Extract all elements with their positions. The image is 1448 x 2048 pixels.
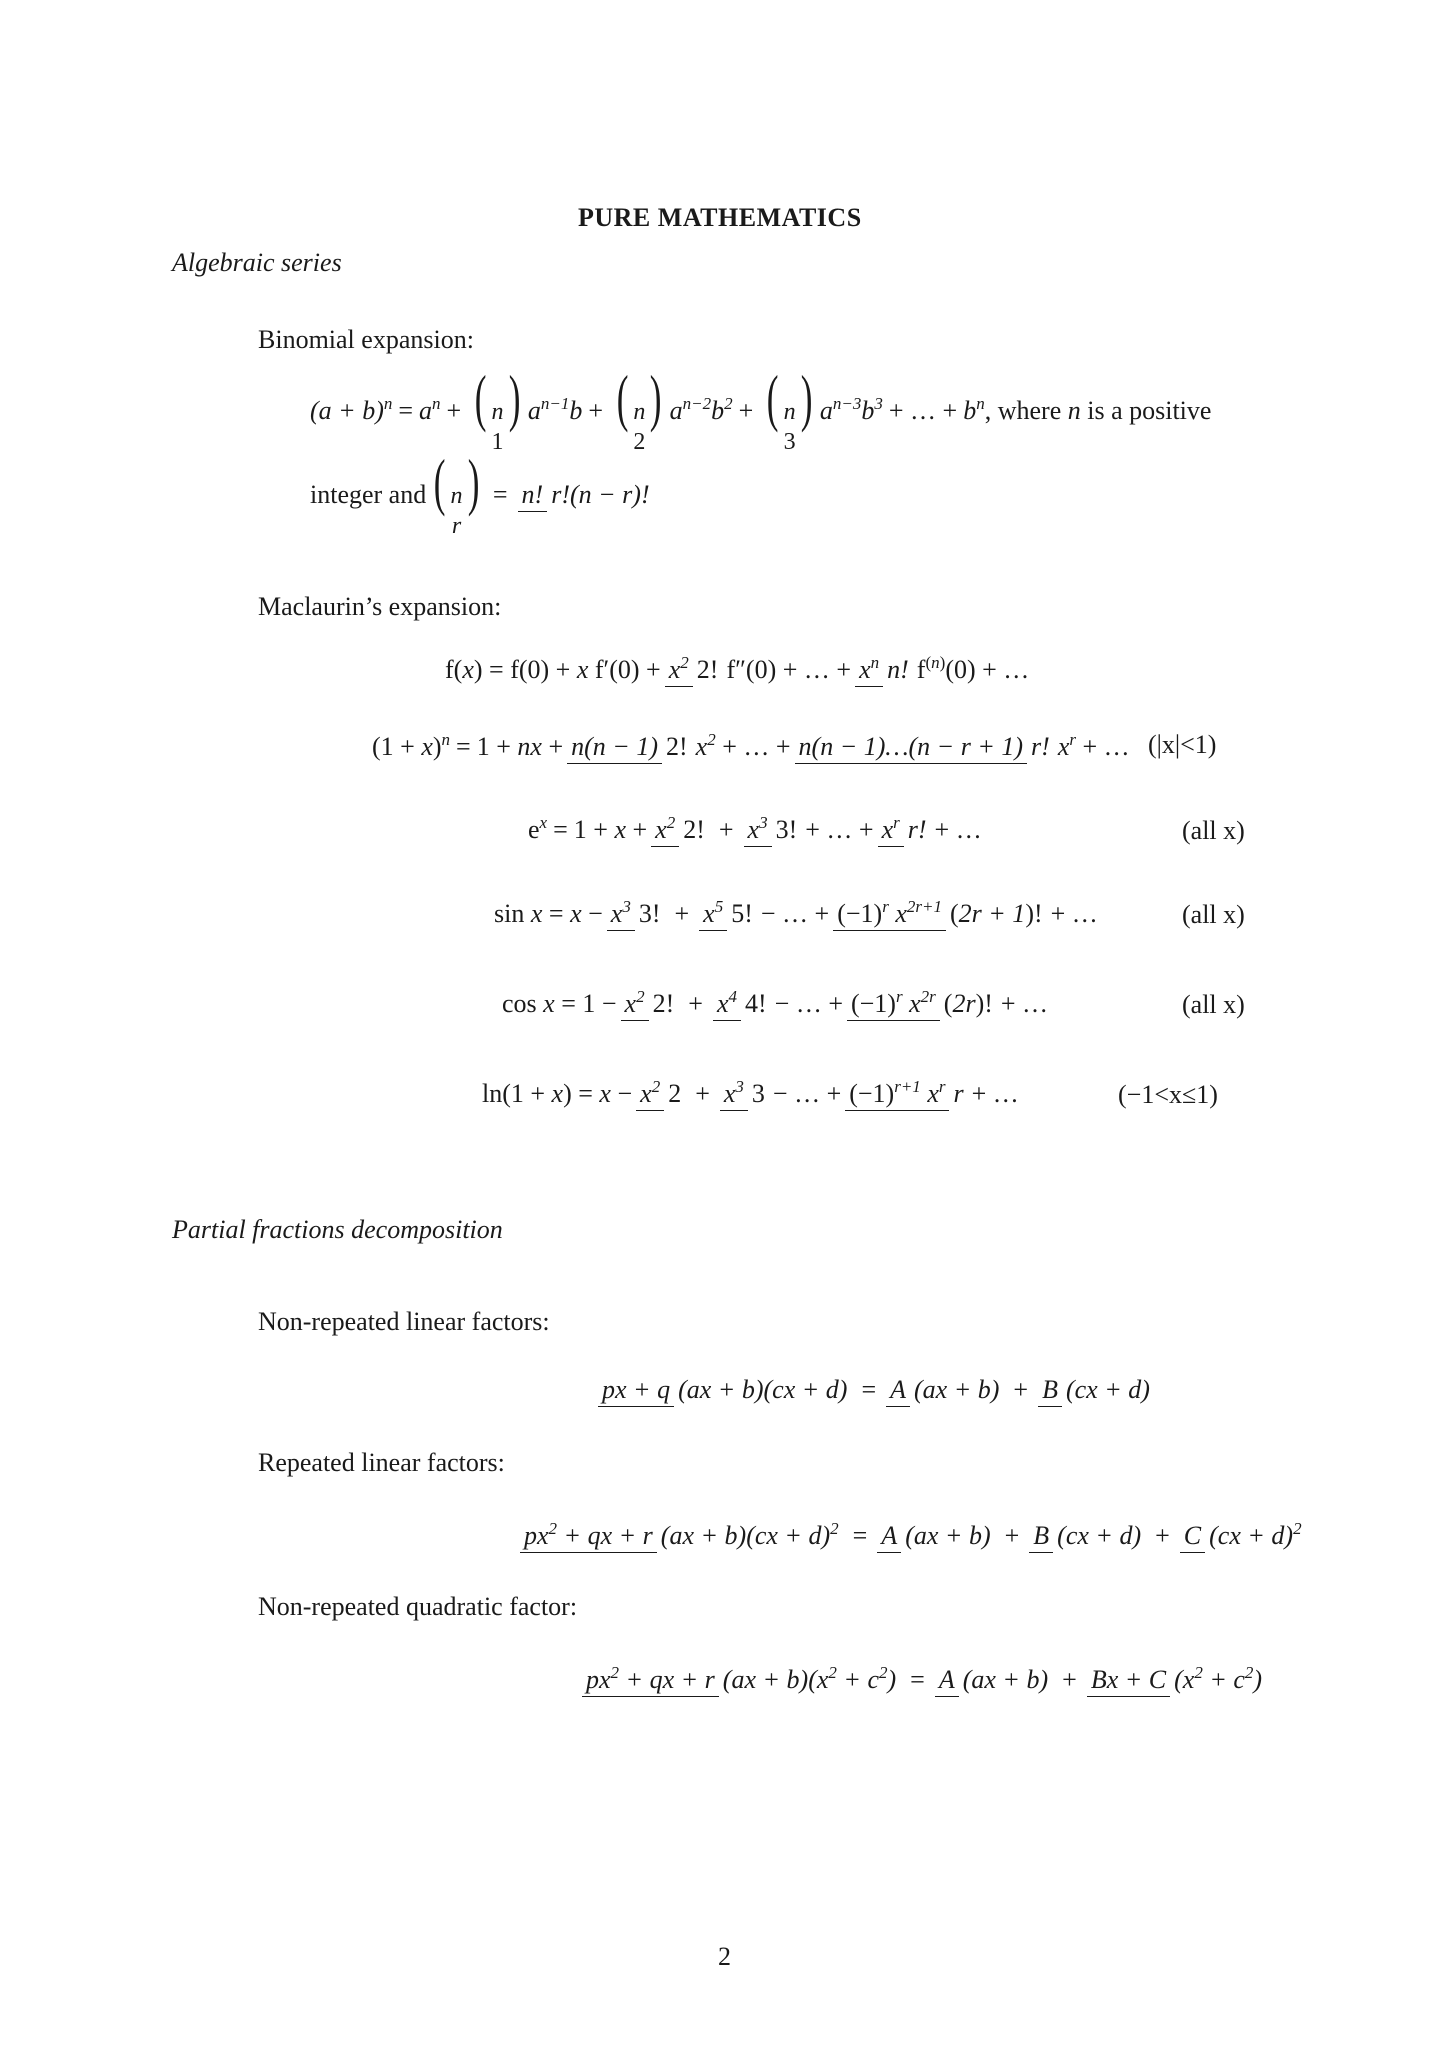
condition-sine-series: (all x) <box>1182 900 1245 929</box>
formula-binomial-series: $(1 + x)^n$ = 1 + nx + n(n − 1) 2! $x^2$ + … + n(n − 1)…(n − r + 1) r! $x^r$ + … <box>372 712 1130 782</box>
section-heading-partial-fractions: Partial fractions decomposition <box>172 1215 503 1244</box>
label-integer-and: integer and <box>310 480 427 509</box>
binom-n-3: ( n 3 ) <box>767 361 813 455</box>
formula-exponential-series: $e^x$ = 1 + x + $x^2$ 2! + $x^3$ 3! + … + $x^r$ r! + … <box>528 795 982 865</box>
binom-n-r: ( n r ) <box>434 445 480 539</box>
condition-exponential-series: (all x) <box>1182 816 1245 845</box>
section-heading-algebraic-series: Algebraic series <box>172 248 342 277</box>
label-non-repeated-linear-factors: Non-repeated linear factors: <box>258 1307 550 1336</box>
formula-cosine-series: cos x = 1 − $x^2$ 2! + $x^4$ 4! − … + $(-1)^r$ $x^{2r}$ (2r)! + … <box>502 968 1048 1040</box>
label-maclaurin-expansion: Maclaurin’s expansion: <box>258 592 502 621</box>
condition-binomial-series: (|x|<1) <box>1148 730 1217 759</box>
formula-logarithm-series: ln(1 + x) = x − $x^2$ 2 + $x^3$ 3 − … + $(-1)^{r+1}$ $x^r$ r + … <box>482 1058 1019 1130</box>
condition-cosine-series: (all x) <box>1182 990 1245 1019</box>
formula-sine-series: sin x = x − $x^3$ 3! + $x^5$ 5! − … + $(-1)^r$ $x^{2r+1}$ (2r + 1)! + … <box>494 878 1098 950</box>
formula-repeated-linear: $px^2$ + qx + r (ax + b)(cx + d)$^2$ = A (ax + b) + B (cx + d) + C (cx + d)$^2$ <box>516 1500 1310 1572</box>
formula-non-repeated-quadratic: $px^2$ + qx + r $(ax + b)(x^2 + c^2)$ = A (ax + b) + Bx + C $(x^2 + c^2)$ <box>578 1644 1270 1716</box>
formula-non-repeated-linear: px + q (ax + b)(cx + d) = A (ax + b) + B (cx + d) <box>594 1354 1158 1426</box>
formula-binomial-coefficient: integer and ( n r ) = n! r!(n − r)! <box>310 445 650 539</box>
label-non-repeated-quadratic-factor: Non-repeated quadratic factor: <box>258 1592 578 1621</box>
page-title: PURE MATHEMATICS <box>578 203 862 232</box>
label-repeated-linear-factors: Repeated linear factors: <box>258 1448 505 1477</box>
label-binomial-expansion: Binomial expansion: <box>258 325 474 354</box>
binom-n-1: ( n 1 ) <box>475 361 521 455</box>
page-number: 2 <box>718 1942 731 1971</box>
formula-maclaurin: f(x) = f(0) + x f′(0) + $x^2$ 2! f″(0) + … + $x^n$ n! $f^{(n)}(0)$ + … <box>445 635 1029 705</box>
binom-n-2: ( n 2 ) <box>616 361 662 455</box>
formula-binomial-expansion: $(a + b)^n$ = $a^n$ + ( n 1 ) $a^{n-1}b$ + ( n 2 ) $a^{n-2}b^2$ + ( n 3 ) $a^{n-3}b^3$ + … + $b^n$ , where n is a positive <box>310 361 1212 455</box>
condition-logarithm-series: (−1<x≤1) <box>1118 1080 1218 1109</box>
